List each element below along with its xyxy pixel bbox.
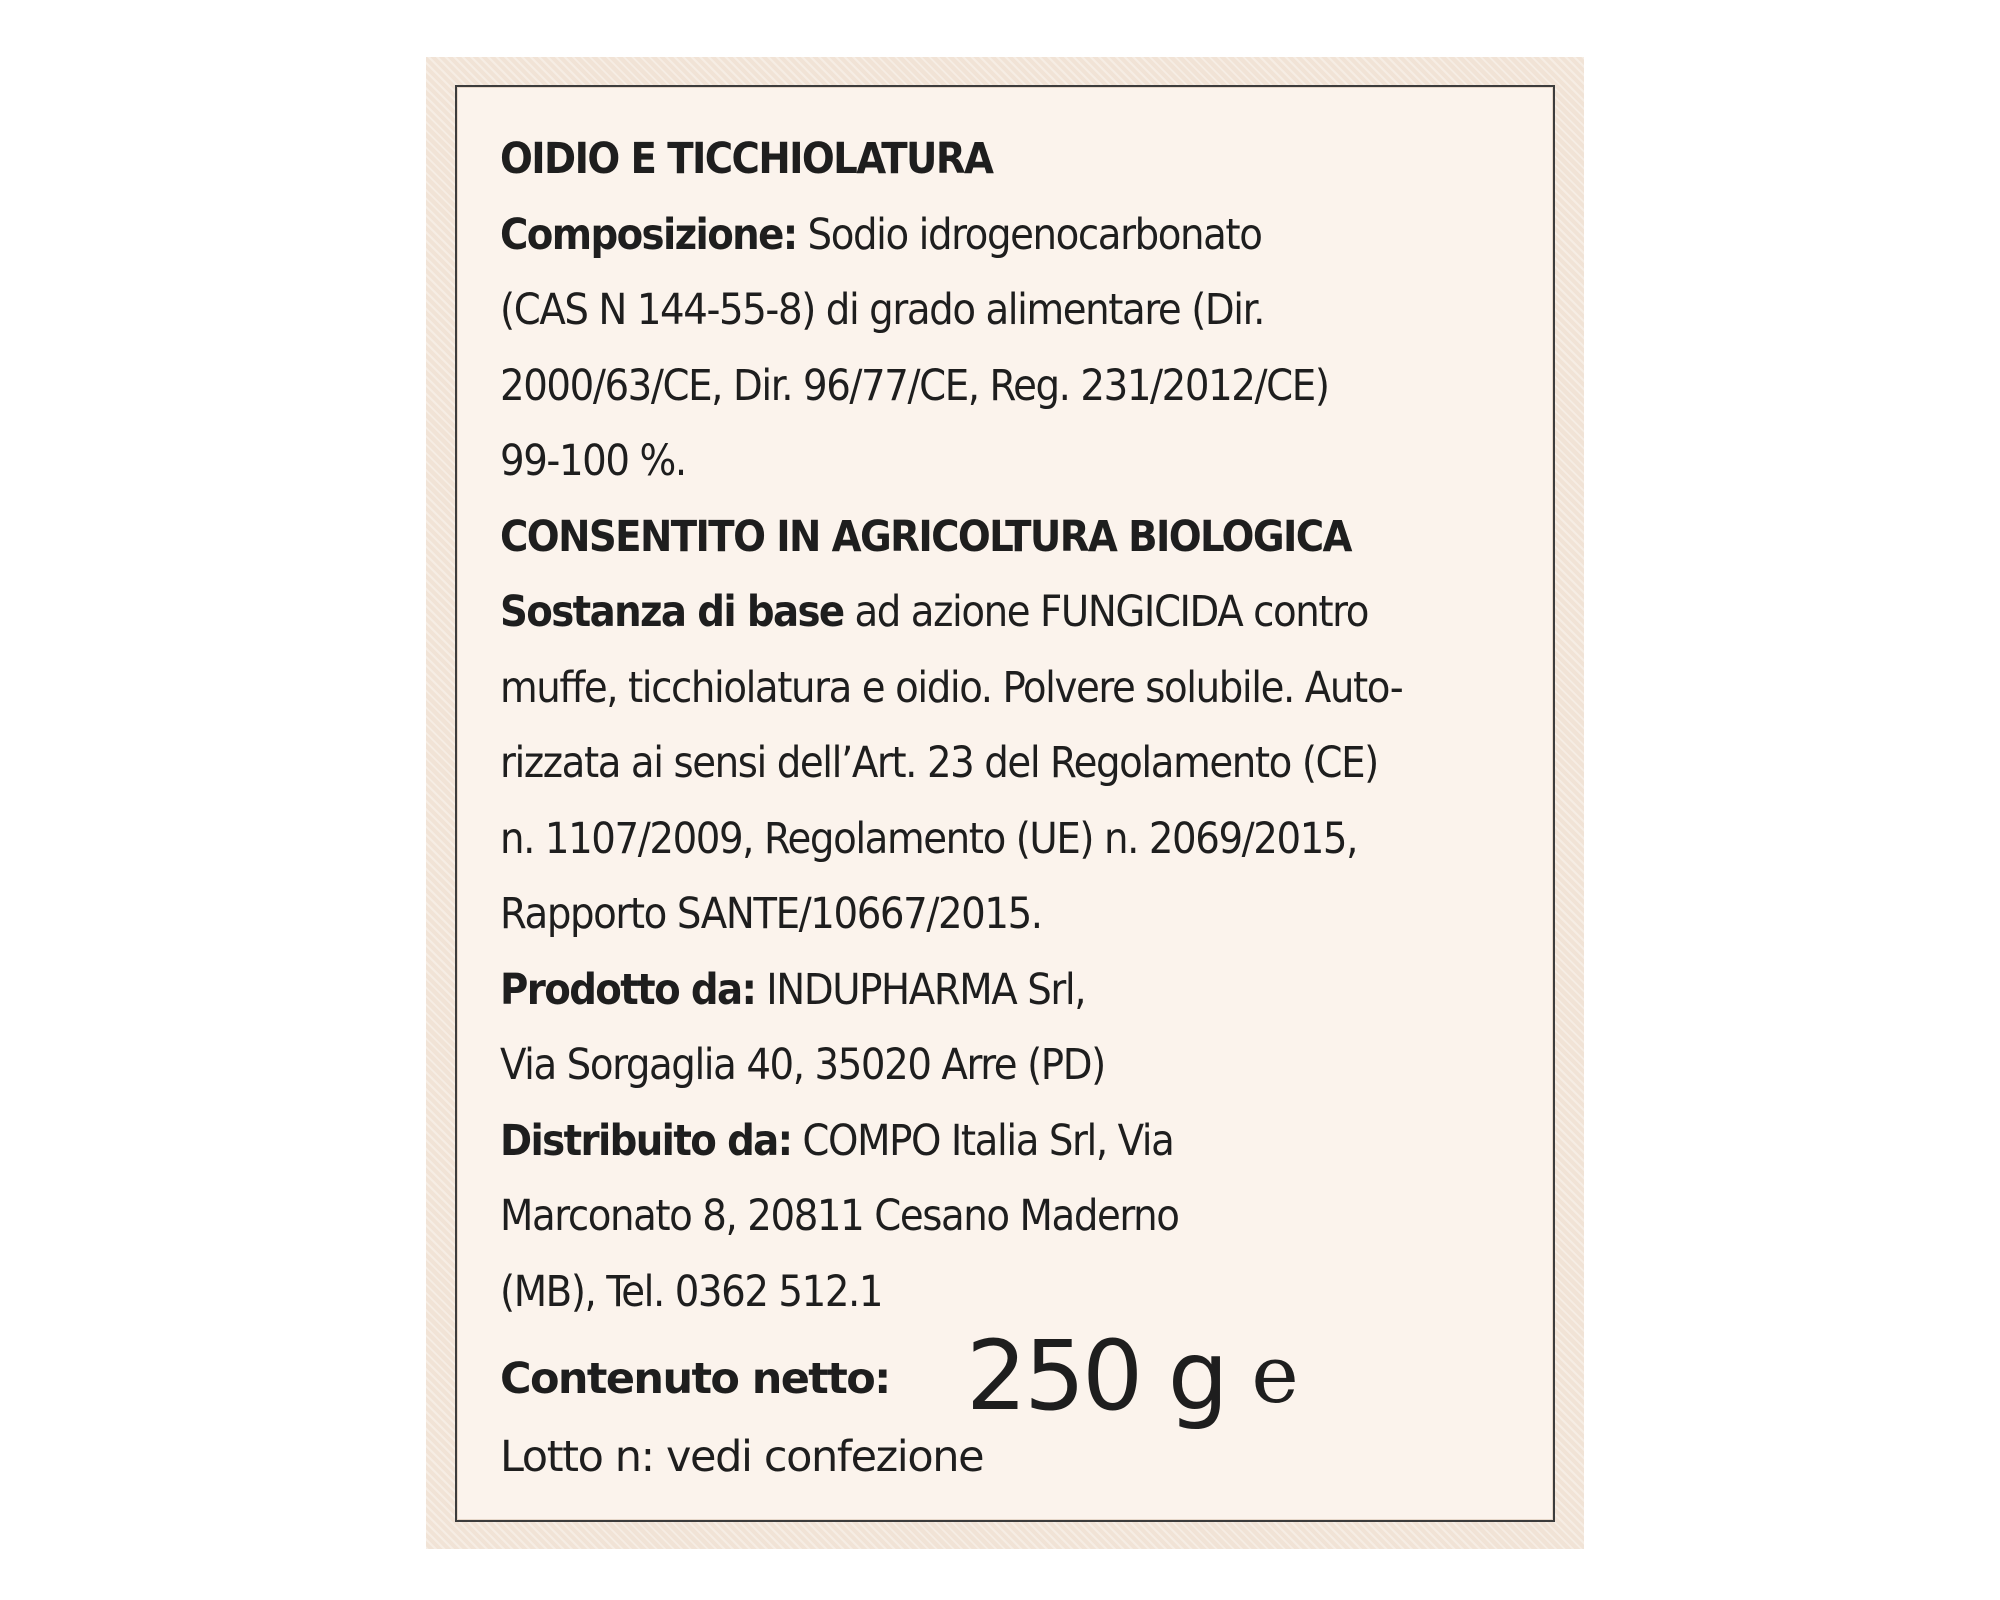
net-content-value: 250 g	[966, 1320, 1226, 1432]
substance-line-4: n. 1107/2009, Regolamento (UE) n. 2069/2015,	[500, 813, 1358, 864]
composition-line-3: 2000/63/CE, Dir. 96/77/CE, Reg. 231/2012/CE)	[500, 360, 1329, 411]
composition-line-1	[500, 198, 1530, 274]
net-content-label: Contenuto netto:	[500, 1354, 890, 1404]
distributor-label: Distribuito da:	[500, 1115, 792, 1166]
label-title: OIDIO E TICCHIOLATURA	[500, 134, 993, 184]
substance-line-2: muffe, ticchiolatura e oidio. Polvere solubile. Auto-	[500, 662, 1403, 713]
net-content-row	[500, 1320, 1530, 1432]
organic-heading: CONSENTITO IN AGRICOLTURA BIOLOGICA	[500, 511, 1351, 562]
estimated-sign-icon	[1233, 1344, 1317, 1410]
distributor-line-2: Marconato 8, 20811 Cesano Maderno	[500, 1191, 1179, 1241]
producer-line-1	[500, 953, 1530, 1029]
substance-line-5: Rapporto SANTE/10667/2015.	[500, 889, 1042, 939]
composition-line-2: (CAS N 144-55-8) di grado alimentare (Dir.	[500, 285, 1265, 335]
lot-number-text: Lotto n: vedi confezione	[500, 1432, 984, 1482]
distributor-text: COMPO Italia Srl, Via	[802, 1115, 1174, 1166]
substance-label: Sostanza di base	[500, 587, 844, 637]
substance-text: ad azione FUNGICIDA contro	[854, 587, 1368, 637]
composition-text: Sodio idrogenocarbonato	[807, 209, 1262, 260]
producer-line-2: Via Sorgaglia 40, 35020 Arre (PD)	[500, 1040, 1105, 1090]
composition-label: Composizione:	[500, 209, 797, 260]
composition-line-4: 99-100 %.	[500, 436, 686, 486]
substance-line-3: rizzata ai sensi dell’Art. 23 del Regolamento (CE)	[500, 738, 1378, 788]
distributor-line-3: (MB), Tel. 0362 512.1	[500, 1266, 883, 1317]
svg-text:e: e	[1251, 1344, 1299, 1410]
producer-text: INDUPHARMA Srl,	[766, 964, 1086, 1015]
distributor-line-1	[500, 1104, 1530, 1180]
substance-line-1	[500, 575, 1530, 651]
producer-label: Prodotto da:	[500, 964, 756, 1015]
label-text-block	[500, 122, 1530, 1330]
